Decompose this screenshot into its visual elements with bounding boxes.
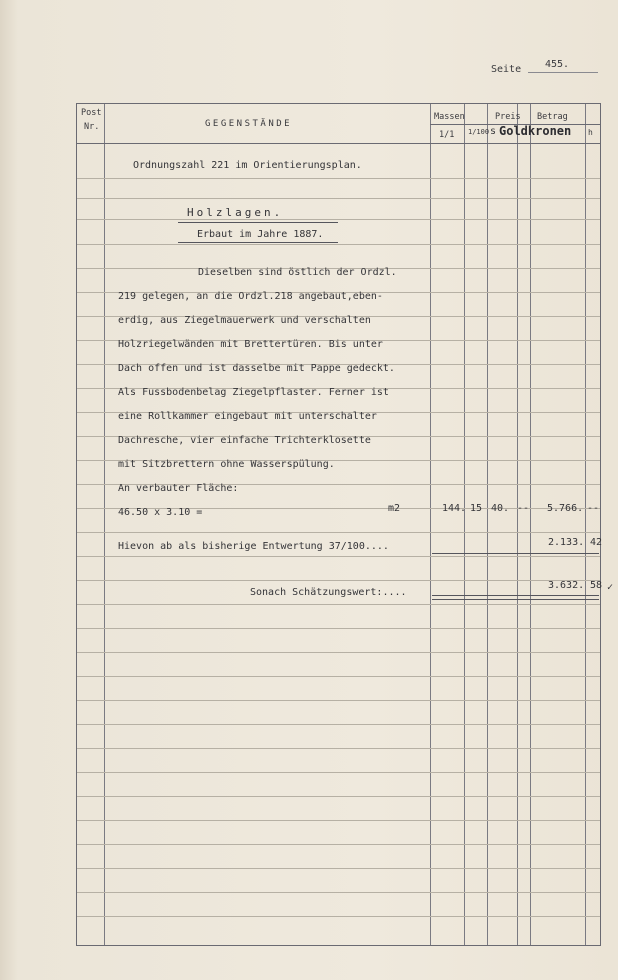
betrag-value: 5.766. (547, 503, 584, 514)
header-s: s (490, 126, 497, 137)
row-rule (77, 724, 600, 725)
header-post: Post (81, 108, 102, 118)
col-divider-betrag (585, 104, 586, 945)
header-preis: Preis (495, 112, 521, 122)
massen-decimal: 15 (470, 503, 483, 514)
row-rule (77, 916, 600, 917)
page-label: Seite (491, 64, 522, 75)
description-line: erdig, aus Ziegelmauerwerk und verschalten (118, 315, 371, 326)
row-rule (77, 700, 600, 701)
header-massen-fraction: 1/100 (468, 128, 490, 136)
ordnungszahl-line: Ordnungszahl 221 im Orientierungsplan. (133, 160, 362, 171)
betrag-decimal: -- (587, 503, 600, 514)
row-rule (77, 796, 600, 797)
checkmark: ✓ (607, 582, 614, 593)
total-value: 3.632. (548, 580, 585, 591)
description-line: Holzriegelwänden mit Brettertüren. Bis unter (118, 339, 383, 350)
row-rule (77, 844, 600, 845)
deduction-rule (432, 553, 599, 554)
deduction-label: Hievon ab als bisherige Entwertung 37/100.... (118, 541, 389, 552)
header-massen-whole: 1/1 (439, 130, 455, 140)
description-line: Dachresche, vier einfache Trichterklosette (118, 435, 371, 446)
row-rule (77, 178, 600, 179)
col-divider-massen (464, 104, 465, 945)
row-rule (77, 604, 600, 605)
row-rule (77, 580, 600, 581)
row-rule (77, 556, 600, 557)
massen-integer: 144. (442, 503, 467, 514)
col-divider-preis-h (530, 104, 531, 945)
row-rule (77, 892, 600, 893)
ledger-table (76, 103, 601, 946)
row-rule (77, 868, 600, 869)
deduction-decimal: 42 (590, 537, 603, 548)
row-rule (77, 676, 600, 677)
description-line: Als Fussbodenbelag Ziegelpflaster. Ferner ist (118, 387, 389, 398)
preis-value: 40. (491, 503, 510, 514)
row-rule (77, 748, 600, 749)
col-divider-items (430, 104, 431, 945)
title-underline (178, 222, 338, 223)
header-currency: Goldkronen (499, 124, 572, 138)
description-line: eine Rollkammer eingebaut mit unterschalter (118, 411, 377, 422)
col-divider-fraction (487, 104, 488, 945)
row-rule (77, 219, 600, 220)
header-betrag: Betrag (537, 112, 568, 122)
row-rule (77, 532, 600, 533)
description-line: Dach offen und ist dasselbe mit Pappe gedeckt. (118, 363, 395, 374)
built-year: Erbaut im Jahre 1887. (197, 229, 324, 240)
preis-decimal: -- (517, 503, 530, 514)
header-nr: Nr. (84, 122, 100, 132)
row-rule (77, 652, 600, 653)
deduction-value: 2.133. (548, 537, 585, 548)
row-rule (77, 628, 600, 629)
row-rule (77, 820, 600, 821)
header-h: h (588, 128, 593, 137)
total-label: Sonach Schätzungswert:.... (250, 587, 407, 598)
page-number: 455. (545, 59, 570, 70)
page-number-rule (528, 72, 598, 73)
description-line: mit Sitzbrettern ohne Wasserspülung. (118, 459, 335, 470)
section-title: Holzlagen. (187, 206, 284, 219)
col-divider-post (104, 104, 105, 945)
total-double-rule (432, 595, 599, 600)
area-unit: m2 (388, 503, 401, 514)
header-massen: Massen (434, 112, 465, 122)
row-rule (77, 772, 600, 773)
row-rule (77, 244, 600, 245)
row-rule (77, 198, 600, 199)
header-rule (77, 143, 600, 144)
col-divider-preis (517, 104, 518, 945)
area-calculation: 46.50 x 3.10 = (118, 507, 203, 518)
description-line: Dieselben sind östlich der Ordzl. (198, 267, 397, 278)
area-label: An verbauter Fläche: (118, 483, 239, 494)
description-line: 219 gelegen, an die Ordzl.218 angebaut,eben- (118, 291, 383, 302)
total-decimal: 58 (590, 580, 603, 591)
header-items: GEGENSTÄNDE (205, 119, 293, 129)
built-underline (178, 242, 338, 243)
